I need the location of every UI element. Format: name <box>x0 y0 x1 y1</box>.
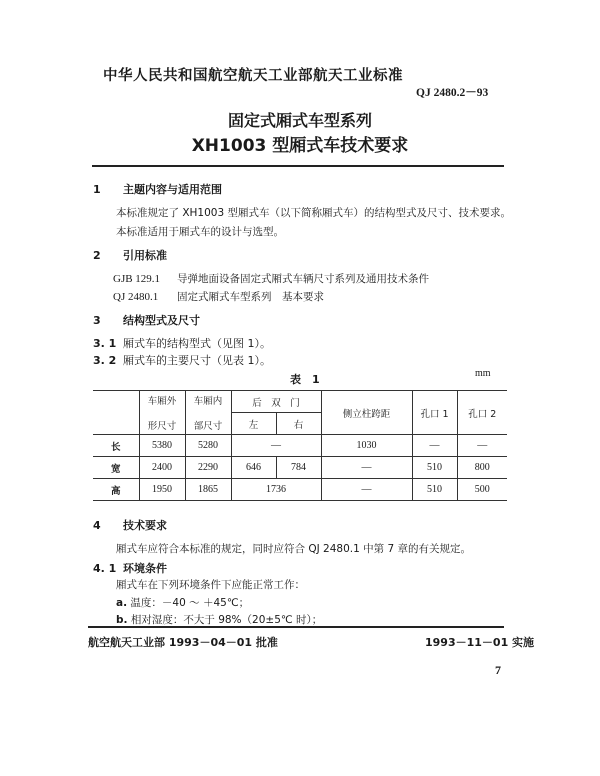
subsection-3-2 <box>93 352 271 368</box>
header-column-span: 侧立柱跨距 <box>321 391 412 435</box>
reference-item <box>113 289 324 304</box>
section-number: 4 <box>93 519 101 532</box>
table-row <box>93 479 507 501</box>
cell-right-door: 784 <box>276 457 321 479</box>
cell-hole-1: 510 <box>412 457 457 479</box>
cell-hole-1: 510 <box>412 479 457 501</box>
implementation-date: 1993－11－01 实施 <box>425 636 535 649</box>
header-outer-dimensions: 车厢外 形尺寸 <box>139 391 185 435</box>
list-item-text: 温度：－40 ～ ＋45℃； <box>130 597 250 609</box>
table-header-row <box>93 391 507 413</box>
section-1-paragraph-2: 本标准适用于厢式车的设计与选型。 <box>116 226 284 238</box>
section-number: 1 <box>93 183 101 196</box>
header-hole-2: 孔口 2 <box>457 391 507 435</box>
table-row <box>93 457 507 479</box>
list-item <box>116 595 249 610</box>
row-label: 宽 <box>93 457 139 479</box>
section-number: 2 <box>93 249 101 262</box>
subsection-text: 厢式车的主要尺寸（见表 1）。 <box>123 354 271 367</box>
list-item-label: b. <box>116 614 128 626</box>
section-2-heading <box>93 247 167 263</box>
header-divider <box>92 165 504 167</box>
reference-item <box>113 271 429 286</box>
standard-code: QJ 2480.2－93 <box>416 87 489 99</box>
subsection-number: 4. 1 <box>93 562 117 575</box>
document-title-line2: XH1003 型厢式车技术要求 <box>191 136 409 156</box>
document-title-line1: 固定式厢式车型系列 <box>227 111 372 130</box>
section-title: 技术要求 <box>123 519 167 532</box>
cell-outer: 2400 <box>139 457 185 479</box>
reference-title: 导弹地面设备固定式厢式车辆尺寸系列及通用技术条件 <box>177 273 429 285</box>
page-number: 7 <box>495 663 501 677</box>
header-hole-1: 孔口 1 <box>412 391 457 435</box>
subsection-text: 厢式车的结构型式（见图 1）。 <box>123 337 271 350</box>
reference-title: 固定式厢式车型系列 基本要求 <box>177 291 324 303</box>
cell-left-door: 646 <box>231 457 276 479</box>
list-item-label: a. <box>116 597 128 609</box>
cell-outer: 5380 <box>139 435 185 457</box>
subsection-title: 环境条件 <box>123 562 167 575</box>
subsection-number: 3. 2 <box>93 354 117 367</box>
list-item-text: 相对湿度：不大于 98%（20±5℃ 时）； <box>130 614 323 626</box>
section-1-paragraph-1: 本标准规定了 XH1003 型厢式车（以下简称厢式车）的结构型式及尺寸、技术要求。 <box>116 207 511 219</box>
issuing-organization: 中华人民共和国航空航天工业部航天工业标准 <box>103 68 403 84</box>
row-label: 高 <box>93 479 139 501</box>
section-number: 3 <box>93 314 101 327</box>
reference-code: GJB 129.1 <box>113 273 161 285</box>
header-corner-cell <box>93 391 139 435</box>
section-3-heading <box>93 312 200 328</box>
cell-rear-doors: 1736 <box>231 479 321 501</box>
header-right-door: 右 <box>276 413 321 435</box>
cell-column-span: 1030 <box>321 435 412 457</box>
table-unit: mm <box>475 368 491 379</box>
cell-rear-doors: — <box>231 435 321 457</box>
section-title: 结构型式及尺寸 <box>123 314 200 327</box>
cell-hole-1: — <box>412 435 457 457</box>
subsection-4-1-intro: 厢式车在下列环境条件下应能正常工作： <box>116 579 305 591</box>
subsection-number: 3. 1 <box>93 337 117 350</box>
cell-hole-2: 800 <box>457 457 507 479</box>
cell-hole-2: 500 <box>457 479 507 501</box>
table-caption: 表 1 <box>290 373 320 386</box>
cell-inner: 2290 <box>185 457 231 479</box>
cell-outer: 1950 <box>139 479 185 501</box>
footer-divider <box>88 626 504 628</box>
cell-column-span: — <box>321 457 412 479</box>
table-row <box>93 435 507 457</box>
cell-column-span: — <box>321 479 412 501</box>
dimensions-table <box>93 390 507 501</box>
section-title: 引用标准 <box>123 249 167 262</box>
subsection-4-1 <box>93 560 167 576</box>
header-rear-doors: 后 双 门 <box>231 391 321 413</box>
header-left-door: 左 <box>231 413 276 435</box>
subsection-3-1 <box>93 335 271 351</box>
reference-code: QJ 2480.1 <box>113 291 159 303</box>
approval-date: 航空航天工业部 1993－04－01 批准 <box>88 636 278 649</box>
section-4-heading <box>93 517 167 533</box>
list-item <box>116 612 322 627</box>
cell-inner: 1865 <box>185 479 231 501</box>
cell-inner: 5280 <box>185 435 231 457</box>
row-label: 长 <box>93 435 139 457</box>
section-4-paragraph: 厢式车应符合本标准的规定，同时应符合 QJ 2480.1 中第 7 章的有关规定。 <box>116 543 471 555</box>
section-1-heading <box>93 181 222 197</box>
header-inner-dimensions: 车厢内 部尺寸 <box>185 391 231 435</box>
cell-hole-2: — <box>457 435 507 457</box>
section-title: 主题内容与适用范围 <box>123 183 222 196</box>
